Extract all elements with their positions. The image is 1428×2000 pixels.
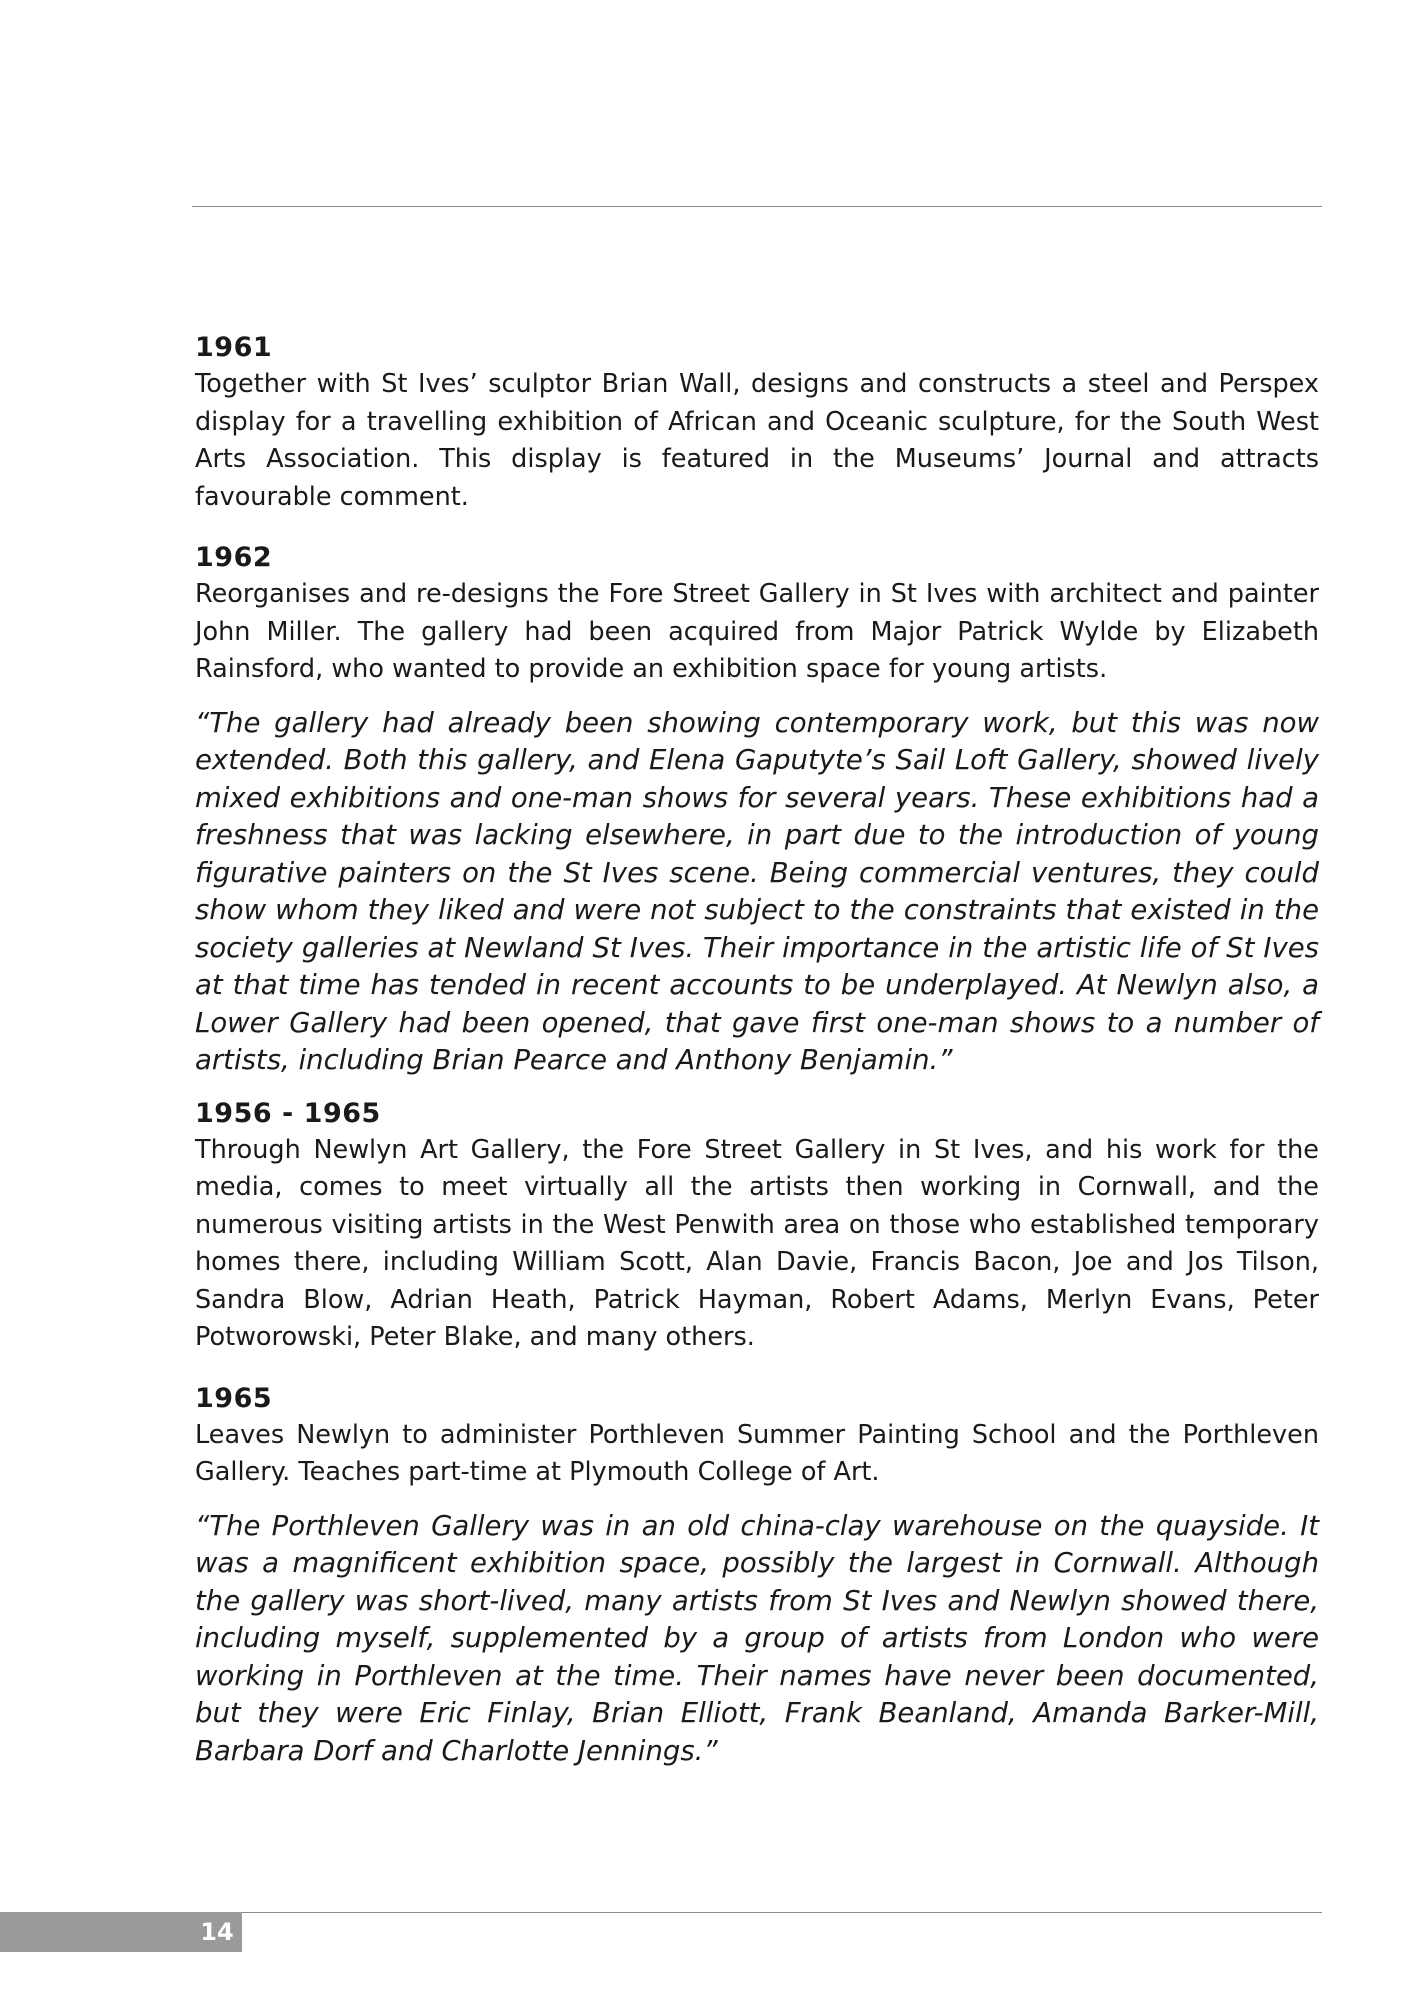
footer-bar (0, 1912, 192, 1952)
entry-text: Together with St Ives’ sculptor Brian Wall, designs and constructs a steel and Perspex display for a travelling exhibition of African and Oceanic sculpture, for the South West Arts Association. This display is featured in the Museums’ Journal and attracts favourable comment. (195, 369, 1319, 512)
entry-text: Through Newlyn Art Gallery, the Fore Street Gallery in St Ives, and his work for the media, comes to meet virtually all the artists then working in Cornwall, and the numerous visiting artists in the West Penwith area on those who established temporary homes there, including William Scott, Alan Davie, Francis Bacon, Joe and Jos Tilson, Sandra Blow, Adrian Heath, Patrick Hayman, Robert Adams, Merlyn Evans, Peter Potworowski, Peter Blake, and many others. (195, 1134, 1319, 1352)
entry-year: 1962 (195, 542, 273, 573)
entry-quote: “The gallery had already been showing contemporary work, but this was now extended. Both this gallery, and Elena Gaputyte’s Sail Loft Gallery, showed lively mixed exhibitions and one-man shows for several years. These exhibitions had a freshness that was lacking elsewhere, in part due to the introduction of young figurative painters on the St Ives scene. Being commercial ventures, they could show whom they liked and were not subject to the constraints that existed in the society galleries at Newland St Ives. Their importance in the artistic life of St Ives at that time has tended in recent accounts to be underplayed. At Newlyn also, a Lower Gallery had been opened, that gave first one-man shows to a number of artists, including Brian Pearce and Anthony Benjamin.” (195, 706, 1319, 1076)
entry-quote: “The Porthleven Gallery was in an old china-clay warehouse on the quayside. It was a magnificent exhibition space, possibly the largest in Cornwall. Although the gallery was short-lived, many artists from St Ives and Newlyn showed there, including myself, supplemented by a group of artists from London who were working in Porthleven at the time. Their names have never been documented, but they were Eric Finlay, Brian Elliott, Frank Beanland, Amanda Barker-Mill, Barbara Dorf and Charlotte Jennings.” (195, 1509, 1319, 1767)
entry-year: 1961 (195, 332, 273, 363)
entry-year: 1965 (195, 1382, 273, 1414)
header-divider (192, 206, 1322, 207)
entry-1956-1965 (195, 1096, 1319, 1357)
entry-text: Leaves Newlyn to administer Porthleven Summer Painting School and the Porthleven Gallery. Teaches part-time at Plymouth College of Art. (195, 1419, 1319, 1487)
entry-year: 1956 - 1965 (195, 1097, 381, 1129)
entry-1961 (195, 330, 1319, 516)
page-content (195, 330, 1319, 1770)
entry-1962 (195, 540, 1319, 1080)
page-number: 14 (192, 1912, 242, 1952)
entry-1965 (195, 1381, 1319, 1771)
footer-divider (242, 1912, 1322, 1913)
entry-text: Reorganises and re-designs the Fore Street Gallery in St Ives with architect and painter John Miller. The gallery had been acquired from Major Patrick Wylde by Elizabeth Rainsford, who wanted to provide an exhibition space for young artists. (195, 579, 1319, 684)
